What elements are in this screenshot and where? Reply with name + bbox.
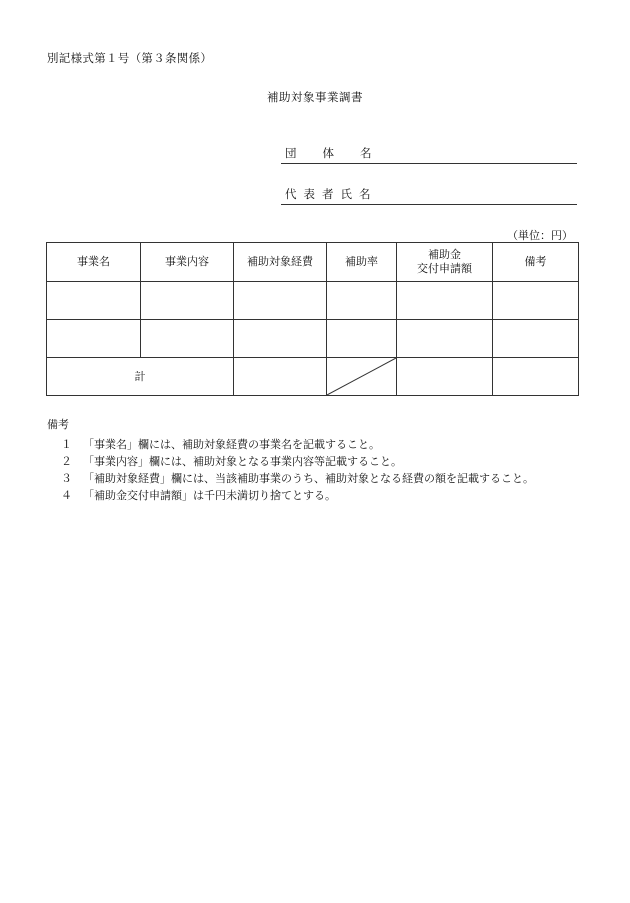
cell-grant-amount[interactable] bbox=[397, 282, 493, 320]
document-title: 補助対象事業調書 bbox=[267, 90, 363, 104]
note-text: 「事業名」欄には、補助対象経費の事業名を記載すること。 bbox=[83, 438, 380, 451]
table-total-row bbox=[47, 358, 579, 396]
note-number: ２ bbox=[61, 455, 72, 468]
header-subsidy-rate: 補助率 bbox=[327, 243, 397, 282]
organization-name-label: 団体名 bbox=[285, 146, 398, 160]
note-number: ３ bbox=[61, 472, 72, 485]
cell-project-name[interactable] bbox=[47, 320, 141, 358]
cell-grant-amount[interactable] bbox=[397, 320, 493, 358]
cell-project-content[interactable] bbox=[141, 320, 234, 358]
subsidy-table bbox=[46, 242, 579, 396]
note-text: 「補助金交付申請額」は千円未満切り捨てとする。 bbox=[83, 489, 336, 502]
total-grant-amount[interactable] bbox=[397, 358, 493, 396]
header-grant-amount bbox=[397, 243, 493, 282]
total-eligible-cost[interactable] bbox=[234, 358, 327, 396]
total-rate-slashed-cell bbox=[327, 358, 397, 396]
cell-project-name[interactable] bbox=[47, 282, 141, 320]
representative-name-field[interactable] bbox=[281, 184, 577, 205]
header-project-name: 事業名 bbox=[47, 243, 141, 282]
note-item bbox=[47, 436, 380, 453]
note-item bbox=[47, 453, 402, 470]
header-grant-line1: 補助金 bbox=[428, 248, 461, 261]
header-eligible-cost: 補助対象経費 bbox=[234, 243, 327, 282]
organization-name-field[interactable] bbox=[281, 143, 577, 164]
cell-eligible-cost[interactable] bbox=[234, 282, 327, 320]
unit-label: （単位：円） bbox=[507, 229, 573, 242]
cell-remarks[interactable] bbox=[493, 320, 579, 358]
cell-subsidy-rate[interactable] bbox=[327, 282, 397, 320]
note-number: ４ bbox=[61, 489, 72, 502]
table-row bbox=[47, 320, 579, 358]
header-grant-line2: 交付申請額 bbox=[417, 262, 472, 275]
form-number: 別記様式第１号（第３条関係） bbox=[47, 51, 213, 65]
header-project-content: 事業内容 bbox=[141, 243, 234, 282]
header-remarks: 備考 bbox=[493, 243, 579, 282]
notes-title: 備考 bbox=[47, 418, 69, 431]
cell-project-content[interactable] bbox=[141, 282, 234, 320]
representative-name-label: 代表者氏名 bbox=[285, 187, 378, 201]
cell-eligible-cost[interactable] bbox=[234, 320, 327, 358]
cell-remarks[interactable] bbox=[493, 282, 579, 320]
note-text: 「補助対象経費」欄には、当該補助事業のうち、補助対象となる経費の額を記載すること。 bbox=[83, 472, 534, 485]
notes-section bbox=[47, 416, 534, 504]
note-text: 「事業内容」欄には、補助対象となる事業内容等記載すること。 bbox=[83, 455, 402, 468]
note-item bbox=[47, 487, 336, 504]
total-label: 計 bbox=[47, 358, 234, 396]
note-number: １ bbox=[61, 438, 72, 451]
total-remarks[interactable] bbox=[493, 358, 579, 396]
cell-subsidy-rate[interactable] bbox=[327, 320, 397, 358]
table-header-row bbox=[47, 243, 579, 282]
table-row bbox=[47, 282, 579, 320]
diagonal-slash bbox=[327, 358, 396, 395]
note-item bbox=[47, 470, 534, 487]
